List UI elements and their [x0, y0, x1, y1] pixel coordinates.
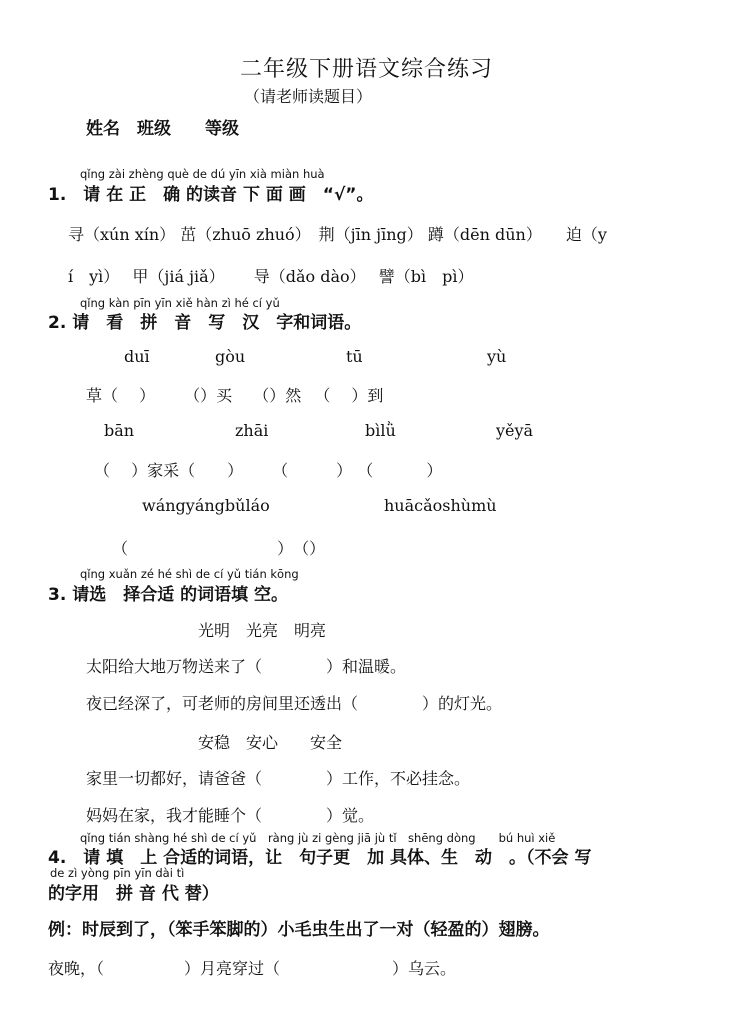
q3-sentence-2: 夜已经深了，可老师的房间里还透出（ ）的灯光。	[86, 694, 503, 713]
q4-sentence-1: 夜晚，（ ）月亮穿过（ ）乌云。	[48, 959, 457, 978]
q4-label-1: 4. 请 填 上 合适的词语，让 句子更 加 具体、生 动 。（不会 写	[48, 848, 592, 868]
q2-row1-blanks: 草（ ） （）买 （）然 （ ）到	[86, 386, 384, 405]
q4-pinyin-2: de zì yòng pīn yīn dài tì	[50, 866, 185, 880]
q3-choices-1: 光明 光亮 明亮	[198, 621, 327, 640]
q2-row3-pinyin-2: huācǎoshùmù	[384, 496, 497, 515]
q2-row1-pinyin-4: yù	[487, 347, 507, 366]
q2-label: 2. 请 看 拼 音 写 汉 字和词语。	[48, 313, 362, 333]
q2-row3-pinyin-1: wángyángbǔláo	[142, 496, 270, 515]
q2-row1-pinyin-1: duī	[124, 347, 150, 366]
q2-row2-blanks: （ ）家采（ ） （ ） （ ）	[94, 461, 443, 480]
q3-label: 3. 请选 择合适 的词语填 空。	[48, 585, 289, 605]
q3-choices-2: 安稳 安心 安全	[198, 733, 343, 752]
q1-pinyin: qǐng zài zhèng què de dú yīn xià miàn huà	[80, 167, 325, 181]
q2-row1-pinyin-3: tū	[346, 347, 363, 366]
q2-row2-pinyin-2: zhāi	[235, 421, 269, 440]
q4-label-2: 的字用 拼 音 代 替）	[48, 884, 219, 904]
q3-sentence-3: 家里一切都好，请爸爸（ ）工作，不必挂念。	[86, 769, 471, 788]
q2-pinyin: qǐng kàn pīn yīn xiě hàn zì hé cí yǔ	[80, 296, 280, 310]
q2-row2-pinyin-3: bìlǜ	[365, 421, 396, 440]
page-subtitle: （请老师读题目）	[244, 87, 373, 106]
q2-row1-pinyin-2: gòu	[215, 347, 246, 366]
q2-row2-pinyin-1: bān	[104, 421, 135, 440]
q3-sentence-4: 妈妈在家，我才能睡个（ ）觉。	[86, 806, 375, 825]
q1-label: 1. 请 在 正 确 的读音 下 面 画 “√”。	[48, 185, 374, 205]
q1-line-1: 寻（xún xín） 茁（zhuō zhuó） 荆（jīn jīng） 蹲（dēn dūn） 迫（y	[68, 225, 607, 244]
q2-row3-blanks: （ ） （）	[112, 539, 326, 558]
q2-row2-pinyin-4: yěyā	[496, 421, 534, 440]
page-title: 二年级下册语文综合练习	[240, 57, 494, 82]
q3-sentence-1: 太阳给大地万物送来了（ ）和温暖。	[86, 657, 407, 676]
q4-pinyin-1: qǐng tián shàng hé shì de cí yǔ ràng jù zi gèng jiā jù tǐ shēng dòng bú huì xiě	[80, 831, 556, 845]
q3-pinyin: qǐng xuǎn zé hé shì de cí yǔ tián kōng	[80, 567, 299, 581]
q4-example: 例：时辰到了，（笨手笨脚的）小毛虫生出了一对（轻盈的）翅膀。	[48, 920, 550, 940]
q1-line-2: í yì） 甲（jiá jiǎ） 导（dǎo dào） 譬（bì pì）	[68, 267, 474, 286]
student-info: 姓名 班级 等级	[86, 119, 239, 139]
